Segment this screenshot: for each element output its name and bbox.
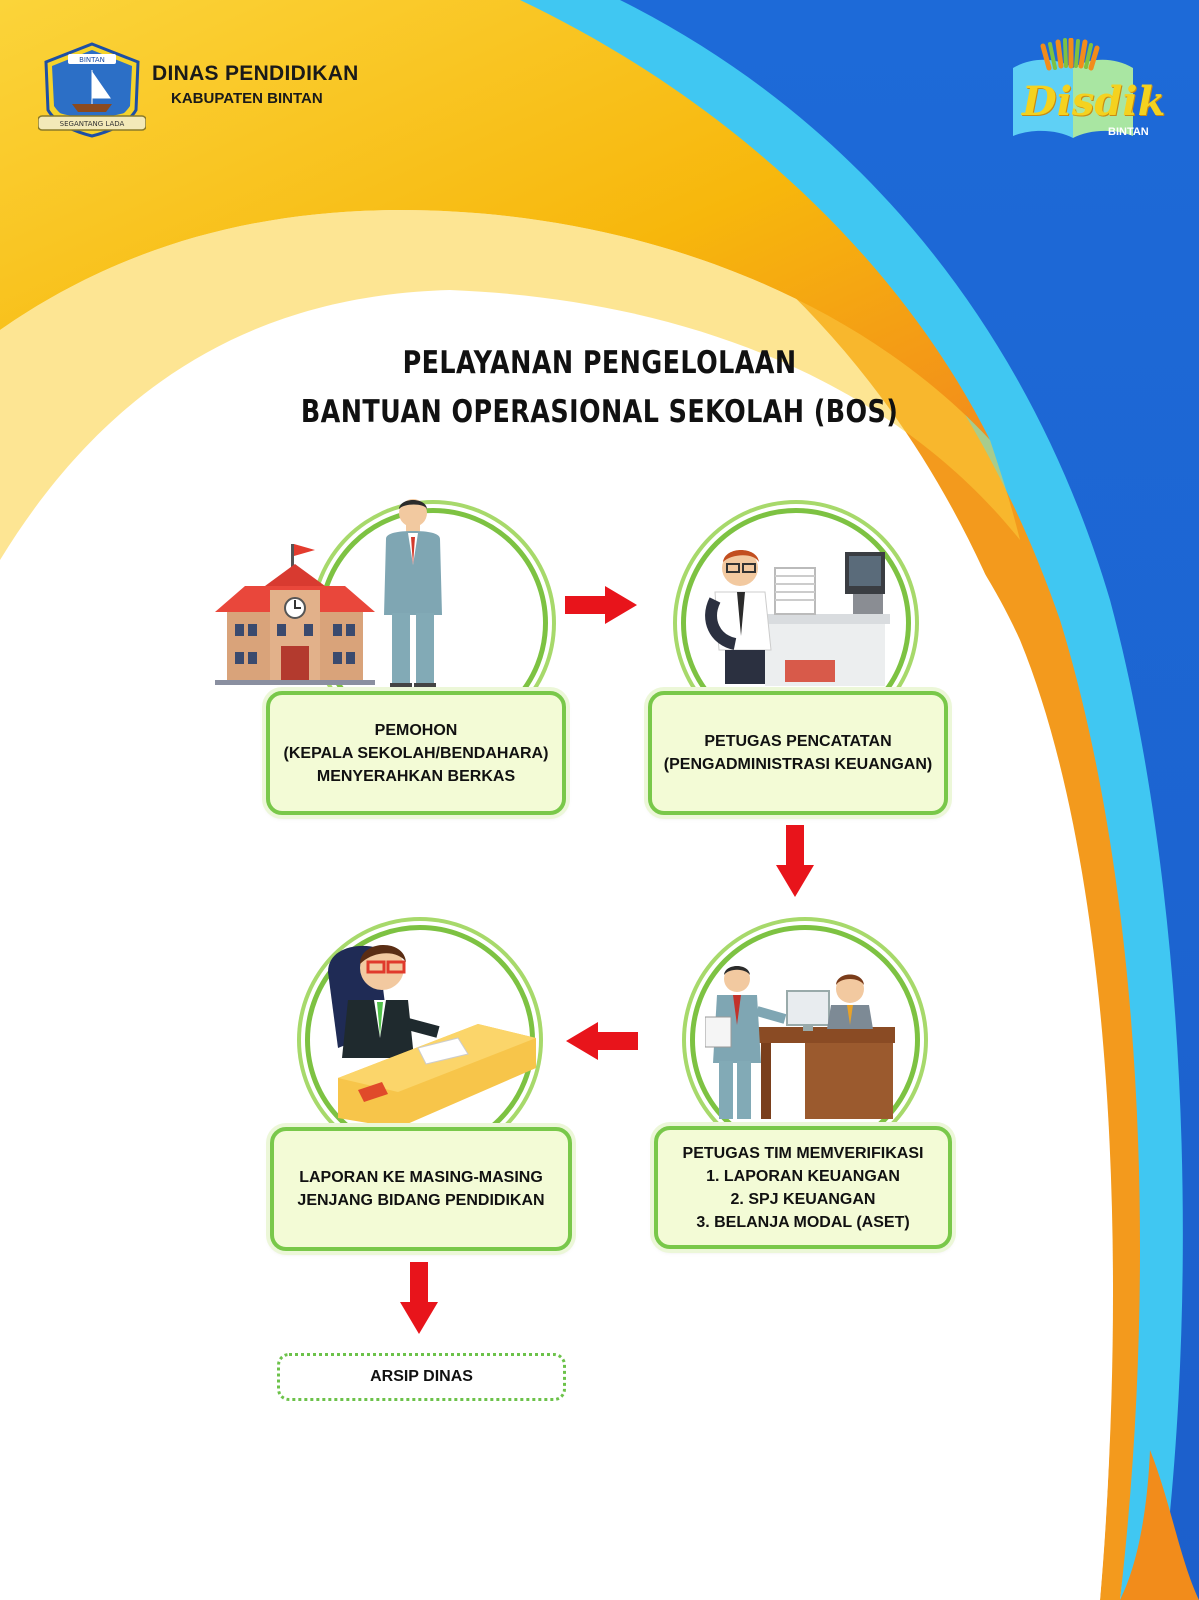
step-3-line: 1. LAPORAN KEUANGAN	[706, 1167, 900, 1185]
applicant-man-icon	[378, 495, 448, 690]
step-4-line: JENJANG BIDANG PENDIDIKAN	[297, 1192, 545, 1209]
step-2-line: (PENGADMINISTRASI KEUANGAN)	[663, 756, 933, 773]
clerk-at-desk-icon	[705, 540, 895, 690]
step-3-line: PETUGAS TIM MEMVERIFIKASI	[682, 1144, 924, 1162]
executive-at-desk-icon	[318, 928, 538, 1133]
emblem-text: BINTAN	[79, 56, 105, 64]
kabupaten-emblem-icon	[38, 40, 146, 140]
verification-team-icon	[705, 955, 900, 1125]
disdik-logo-word: Disdik	[1022, 78, 1166, 125]
school-building-icon	[215, 538, 375, 686]
step-1-line: (KEPALA SEKOLAH/BENDAHARA)	[283, 744, 549, 762]
page-title-line-1: PELAYANAN PENGELOLAAN	[402, 345, 797, 381]
step-3-line: 2. SPJ KEUANGAN	[730, 1190, 876, 1208]
step-4-box	[270, 1127, 572, 1251]
arrow-left-icon	[566, 1022, 638, 1060]
step-1-line: MENYERAHKAN BERKAS	[316, 767, 516, 785]
step-3-box	[654, 1126, 952, 1249]
step-1-box	[266, 691, 566, 815]
final-archive-box: ARSIP DINAS	[277, 1353, 566, 1401]
emblem-motto: SEGANTANG LADA	[59, 120, 125, 128]
step-4-line: LAPORAN KE MASING-MASING	[299, 1169, 543, 1186]
org-subtitle: KABUPATEN BINTAN	[171, 90, 323, 107]
step-2-box	[648, 691, 948, 815]
arrow-down-icon	[400, 1262, 438, 1334]
arrow-down-icon	[776, 825, 814, 897]
step-1-line: PEMOHON	[374, 721, 458, 739]
step-3-line: 3. BELANJA MODAL (ASET)	[696, 1213, 910, 1231]
org-name: DINAS PENDIDIKAN	[152, 62, 359, 85]
arrow-right-icon	[565, 586, 637, 624]
step-2-line: PETUGAS PENCATATAN	[704, 733, 892, 750]
disdik-logo-sub: BINTAN	[1108, 126, 1149, 138]
page-title-line-2: BANTUAN OPERASIONAL SEKOLAH (BOS)	[300, 394, 899, 430]
